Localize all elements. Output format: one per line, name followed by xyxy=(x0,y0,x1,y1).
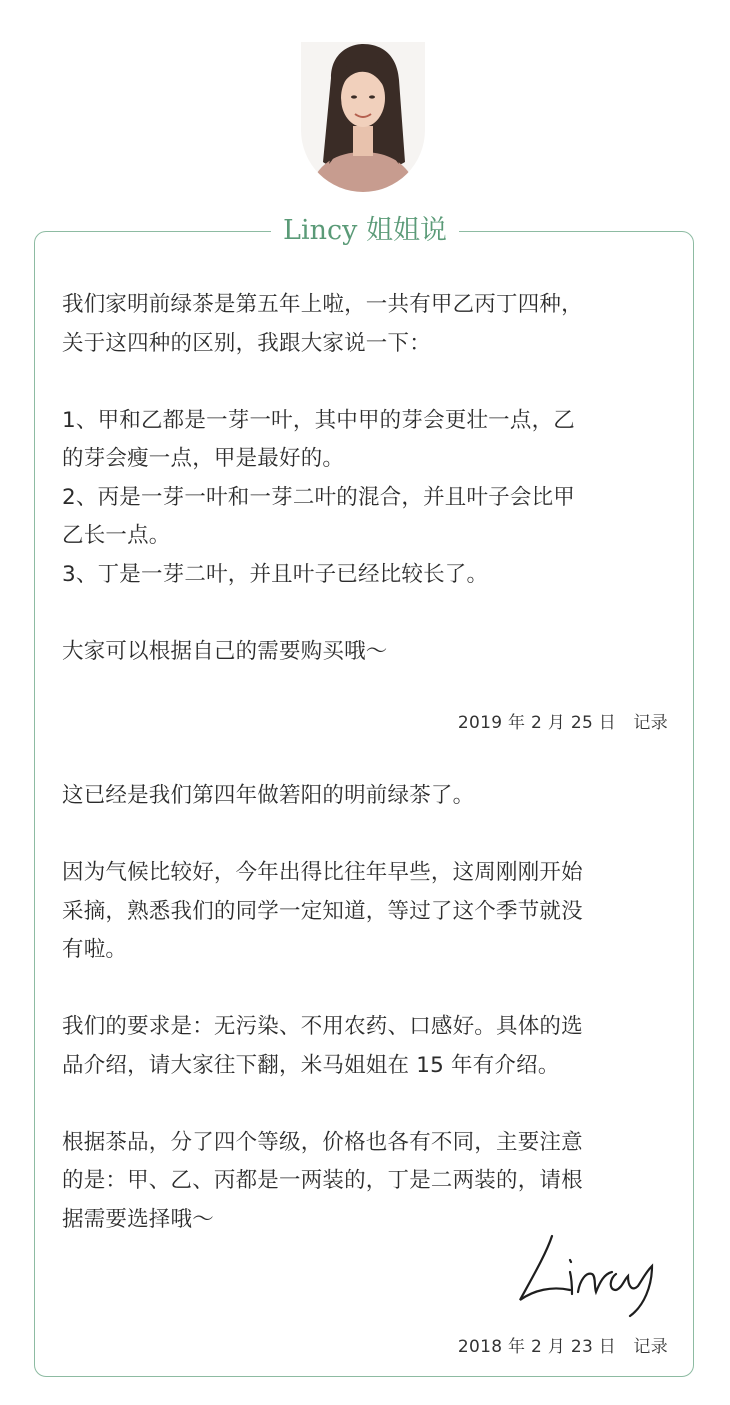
paragraph-line: 有啦。 xyxy=(62,937,128,962)
paragraph-line: 品介绍，请大家往下翻，米马姐姐在 15 年有介绍。 xyxy=(62,1052,560,1078)
paragraph-line: 这已经是我们第四年做箬阳的明前绿茶了。 xyxy=(62,783,475,808)
paragraph-line: 的是：甲、乙、丙都是一两装的，丁是二两装的，请根 xyxy=(62,1168,583,1193)
paragraph-line: 3、丁是一芽二叶，并且叶子已经比较长了。 xyxy=(62,561,489,587)
paragraph-line: 大家可以根据自己的需要购买哦～ xyxy=(62,638,388,664)
signature xyxy=(512,1228,672,1323)
paragraph-line: 采摘，熟悉我们的同学一定知道，等过了这个季节就没 xyxy=(62,898,583,924)
paragraph-line: 据需要选择哦～ xyxy=(62,1206,214,1232)
note-2019 xyxy=(62,286,672,671)
paragraph-line: 乙长一点。 xyxy=(62,523,171,548)
date-2019: 2019 年 2 月 25 日 记录 xyxy=(457,713,668,733)
paragraph-line: 因为气候比较好，今年出得比往年早些，这周刚刚开始 xyxy=(62,860,583,885)
paragraph-line: 我们的要求是：无污染、不用农药、口感好。具体的选 xyxy=(62,1014,583,1039)
paragraph-line: 的芽会瘦一点，甲是最好的。 xyxy=(62,446,345,471)
paragraph-line: 关于这四种的区别，我跟大家说一下： xyxy=(62,330,431,356)
card-title-text: Lincy 姐姐说 xyxy=(271,211,459,251)
note-2018 xyxy=(62,777,672,1239)
paragraph-line: 2、丙是一芽一叶和一芽二叶的混合，并且叶子会比甲 xyxy=(62,484,575,510)
avatar xyxy=(301,42,425,192)
card-title xyxy=(0,211,730,254)
paragraph-line: 1、甲和乙都是一芽一叶，其中甲的芽会更壮一点，乙 xyxy=(62,407,575,433)
date-2018: 2018 年 2 月 23 日 记录 xyxy=(457,1337,668,1357)
paragraph-line: 根据茶品，分了四个等级，价格也各有不同，主要注意 xyxy=(62,1129,583,1155)
paragraph-line: 我们家明前绿茶是第五年上啦，一共有甲乙丙丁四种， xyxy=(62,292,583,317)
